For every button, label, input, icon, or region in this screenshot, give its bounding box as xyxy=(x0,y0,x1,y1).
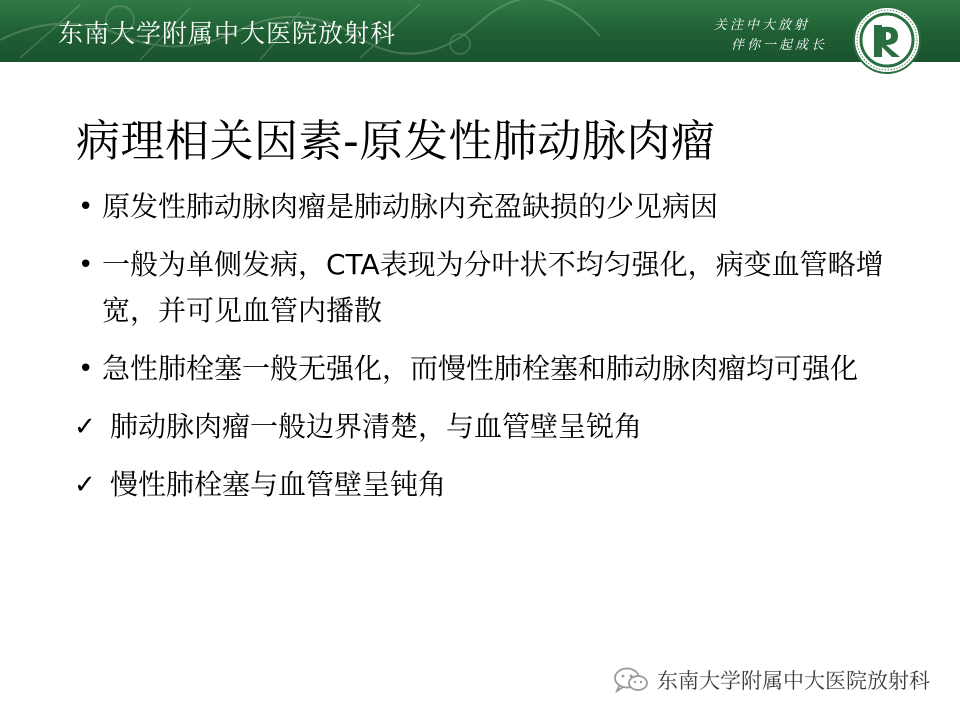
bullet-text: 急性肺栓塞一般无强化，而慢性肺栓塞和肺动脉肉瘤均可强化 xyxy=(102,352,859,385)
bullet-item xyxy=(72,346,902,392)
bullet-dot-icon: • xyxy=(78,354,94,384)
bullet-dot-icon: • xyxy=(78,192,94,222)
check-item xyxy=(72,462,902,508)
checkmark-icon: ✓ xyxy=(74,412,96,442)
header-banner xyxy=(0,0,960,62)
bullet-text: 一般为单侧发病，CTA表现为分叶状不均匀强化，病变血管略增宽，并可见血管内播散 xyxy=(102,248,884,327)
bullet-dot-icon: • xyxy=(78,250,94,280)
bullet-item xyxy=(72,184,902,230)
check-text: 肺动脉肉瘤一般边界清楚，与血管壁呈锐角 xyxy=(110,410,643,443)
institution-title: 东南大学附属中大医院放射科 xyxy=(58,19,397,48)
check-text: 慢性肺栓塞与血管壁呈钝角 xyxy=(110,468,447,501)
bullet-item xyxy=(72,242,902,334)
slide-title: 病理相关因素-原发性肺动脉肉瘤 xyxy=(76,116,716,167)
bullet-text: 原发性肺动脉肉瘤是肺动脉内充盈缺损的少见病因 xyxy=(102,190,719,223)
footer-text: 东南大学附属中大医院放射科 xyxy=(657,669,930,693)
bullet-list xyxy=(72,184,902,508)
slogan-line-2: 伴你一起成长 xyxy=(731,38,828,53)
hospital-logo-icon xyxy=(852,5,922,75)
wechat-icon xyxy=(613,666,649,694)
slogan-line-1: 关注中大放射 xyxy=(714,18,811,33)
checkmark-icon: ✓ xyxy=(74,470,96,500)
footer-watermark xyxy=(613,666,930,694)
check-item xyxy=(72,404,902,450)
